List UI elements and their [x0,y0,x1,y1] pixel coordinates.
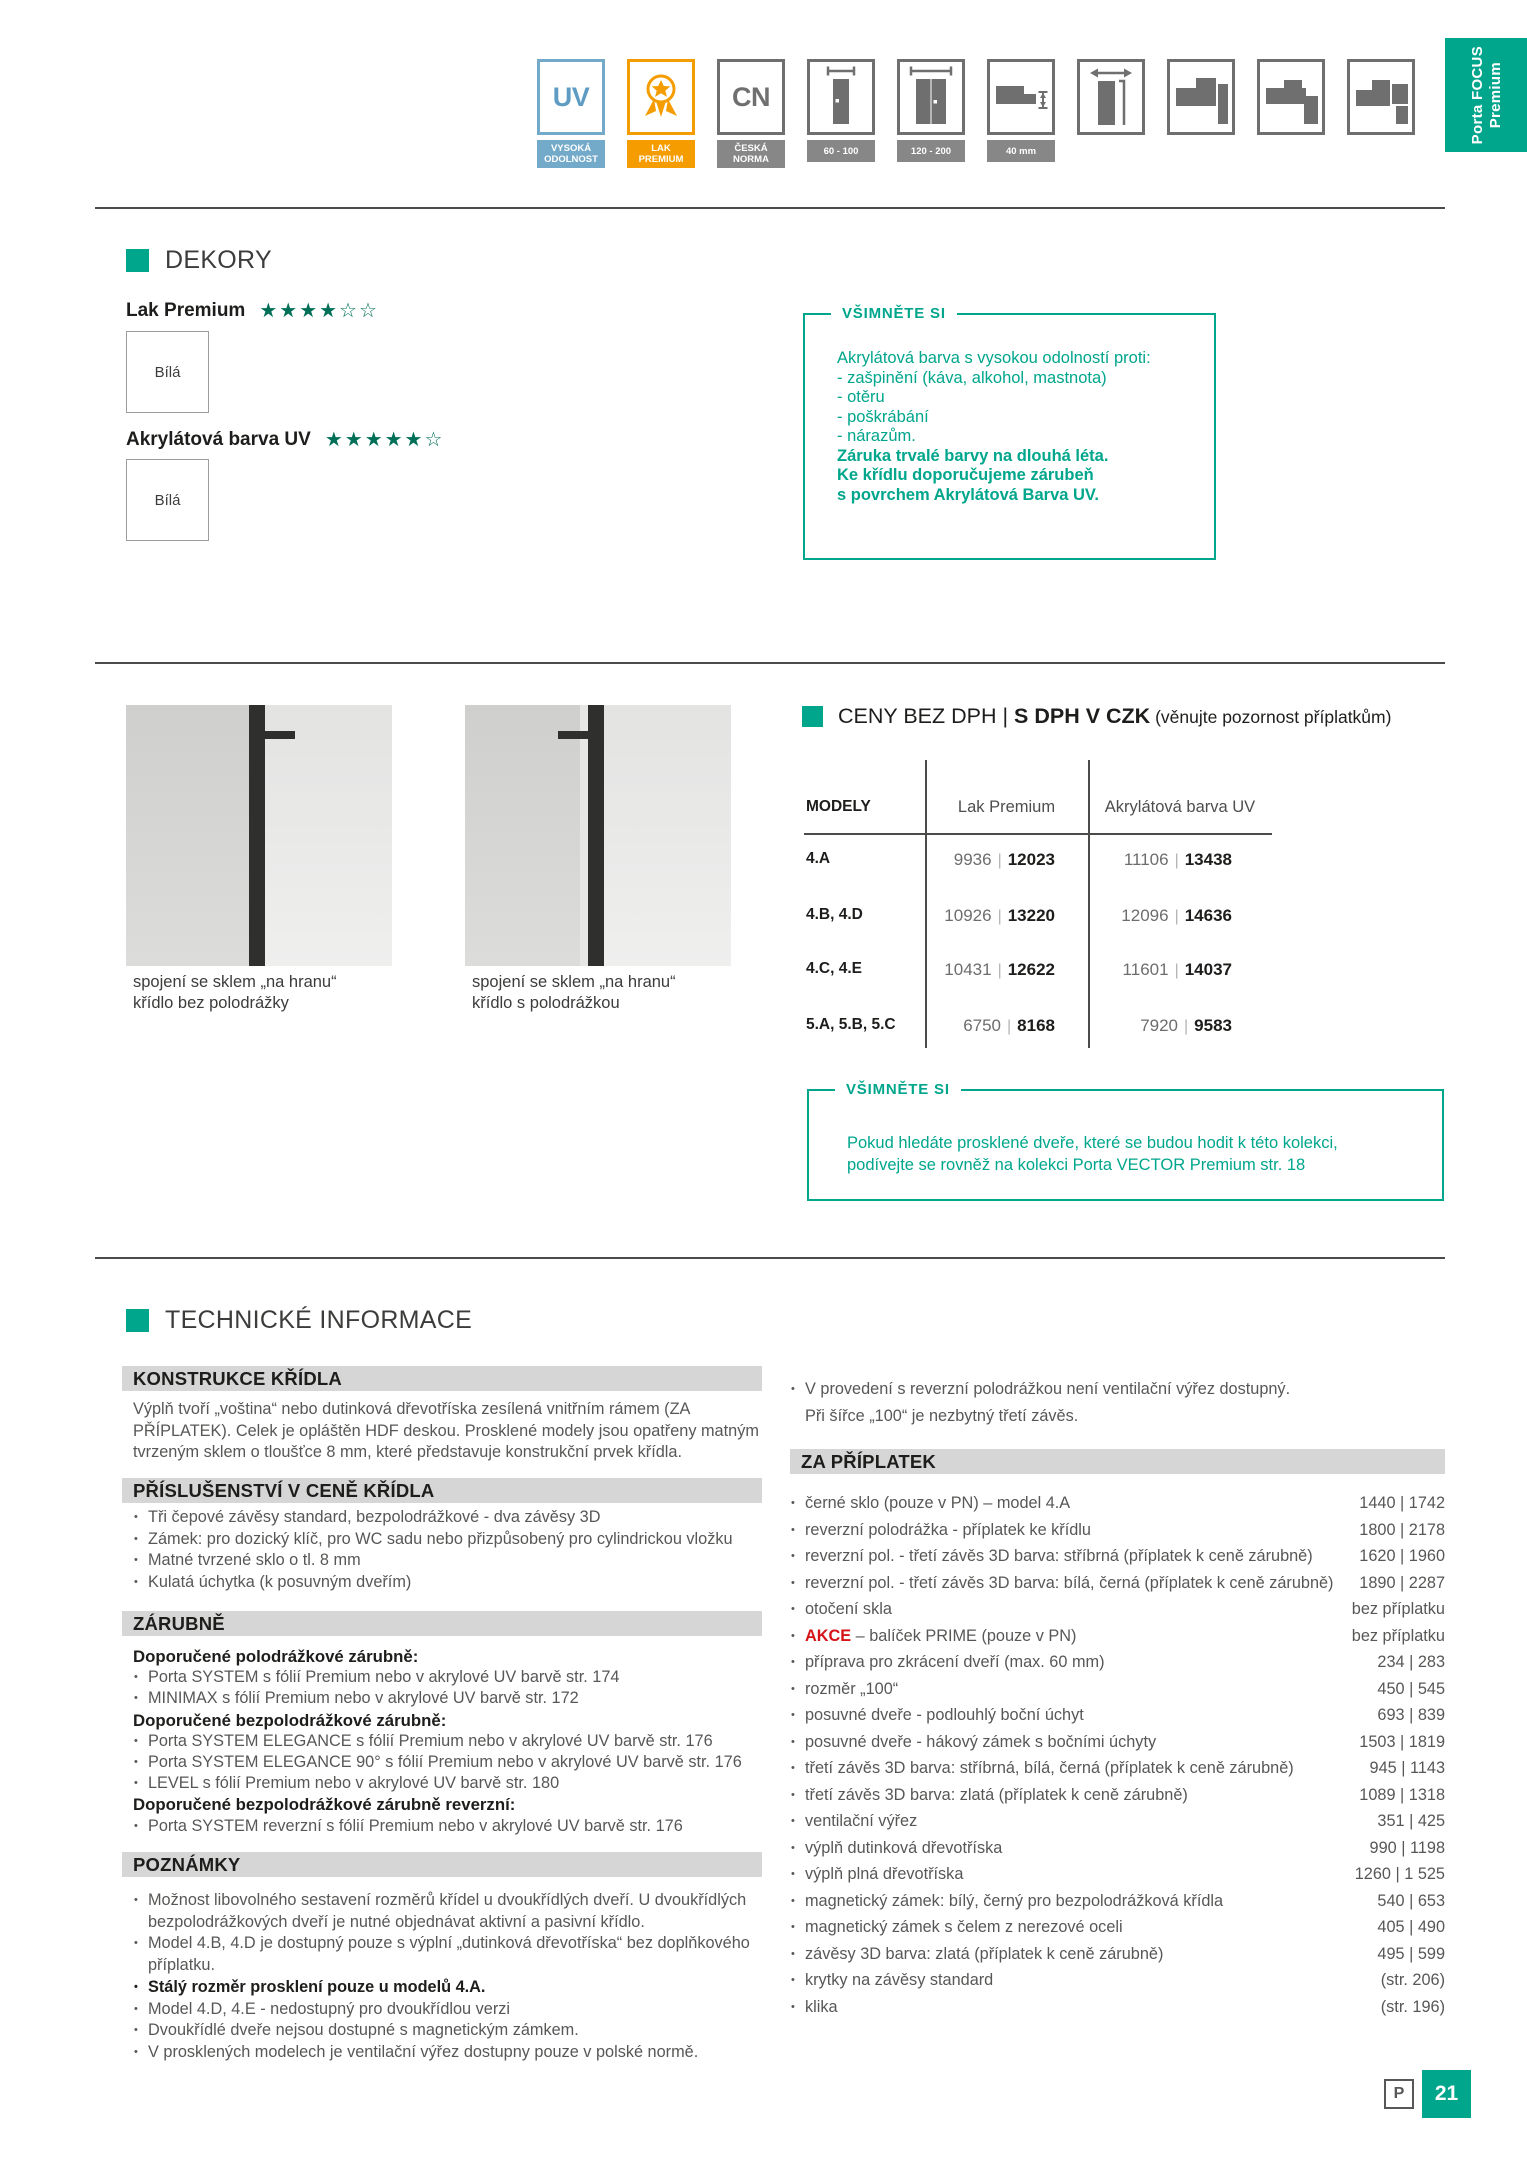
sliding-door-icon-svg [1080,62,1142,132]
ceska-norma-label: ČESKÁ NORMA [717,140,785,168]
price-table [804,758,1272,1050]
reverse-rebate-note: • V provedení s reverzní polodrážkou není ventilační výřez dostupný. Při šířce „100“ je nezbytný třetí závěs. [790,1376,1445,1430]
double-door-width-icon-svg [900,62,962,132]
poznamky-list: • Možnost libovolného sestavení rozměrů křídel u dvoukřídlých dveří. U dvoukřídlých bezpolodrážkových dveří je nutné objednávat aktivní a pasivní křídlo. • Model 4.B, 4.D je dostupný pouze s výplní „dutinková dřevotříska“ bez doplňkového příplatku. • Stálý rozměr prosklení pouze u modelů 4.A. • Model 4.D, 4.E - nedostupný pro dvoukřídlou verzi • Dvoukřídlé dveře nejsou dostupné s magnetickým zámkem. • V prosklených modelech je ventilační výřez dostupny pouze v polské normě. [133,1890,781,2064]
badge-width-double [897,59,965,168]
subsection-prislusenstvi: PŘÍSLUŠENSTVÍ V CENĚ KŘÍDLA [122,1478,762,1503]
badge-width-single [807,59,875,168]
page-number: 21 [1422,2070,1471,2118]
table-row: 4.A 9936 | 12023 11106 | 13438 [806,850,1232,869]
notice-body: Pokud hledáte prosklené dveře, které se budou hodit k této kolekci, podívejte se rovněž na kolekci Porta VECTOR Premium str. 18 [847,1134,1338,1174]
single-door-width-icon-svg [810,62,872,132]
collection-tab-line1: Porta FOCUS [1468,45,1486,145]
collection-tab [1445,38,1527,152]
porta-logo: P [1384,2079,1414,2109]
leaf-thickness-icon-svg [990,62,1052,132]
uv-label: VYSOKÁ ODOLNOST [537,140,605,168]
subsection-poznamky: POZNÁMKY [122,1852,762,1877]
notice-title: VŠIMNĚTE SI [831,305,957,322]
sliding-door-icon [1077,59,1145,135]
col-header-akrylatova: Akrylátová barva UV [1104,798,1256,816]
surcharge-item-akce: • AKCE – balíček PRIME (pouze v PN) bez příplatku [790,1623,1445,1650]
width-single-label: 60 - 100 [807,140,875,162]
medal-icon [627,59,695,135]
decor-akrylatova-barva [126,427,444,452]
divider [95,207,1445,209]
section-marker [126,249,149,272]
medal-icon-svg [630,62,692,132]
surcharge-item: • příprava pro zkrácení dveří (max. 60 mm) 234 | 283 [790,1649,1445,1676]
surcharge-item: • krytky na závěsy standard (str. 206) [790,1967,1445,1994]
prislusenstvi-list: • Tři čepové závěsy standard, bezpolodrážkové - dva závěsy 3D • Zámek: pro dozický klíč, pro WC sadu nebo přizpůsobený pro cylindrickou vložku • Matné tvrzené sklo o tl. 8 mm • Kulatá úchytka (k posuvným dveřím) [133,1507,773,1594]
notice-title: VŠIMNĚTE SI [835,1081,961,1098]
notice-box [807,1081,1444,1201]
header-divider [804,833,1272,835]
frame-profile-icon [1167,59,1235,135]
badge-sliding [1077,59,1145,168]
surcharge-item: • magnetický zámek s čelem z nerezové oceli 405 | 490 [790,1914,1445,1941]
surcharge-item: • posuvné dveře - podlouhlý boční úchyt 693 | 839 [790,1702,1445,1729]
surcharge-item: • otočení skla bez příplatku [790,1596,1445,1623]
width-double-label: 120 - 200 [897,140,965,162]
color-swatch: Bílá [126,331,209,413]
figure-caption: spojení se sklem „na hranu“ křídlo s polodrážkou [472,973,676,1012]
section-dekory-header [126,246,272,275]
divider [95,662,1445,664]
badge-lak-premium [627,59,695,168]
prices-title: CENY BEZ DPH | S DPH V CZK (věnujte pozornost příplatkům) [838,704,1392,728]
cn-icon: CN [717,59,785,135]
leaf-thickness-icon [987,59,1055,135]
figure-caption: spojení se sklem „na hranu“ křídlo bez polodrážky [133,973,337,1012]
certification-icon-strip [537,59,1415,168]
badge-thickness [987,59,1055,168]
frame-profile-b-svg [1260,62,1322,132]
surcharge-list [790,1490,1445,2020]
notice-box [803,305,1216,560]
frame-profile-icon [1347,59,1415,135]
surcharge-item: • výplň dutinková dřevotříska 990 | 1198 [790,1835,1445,1862]
section-marker [802,706,823,727]
decor-lak-premium [126,298,379,323]
section-title: TECHNICKÉ INFORMACE [165,1306,473,1334]
surcharge-item: • reverzní polodrážka - příplatek ke křídlu 1800 | 2178 [790,1517,1445,1544]
badge-frame-profile-c [1347,59,1415,168]
decor-name: Akrylátová barva UV [126,428,311,450]
collection-tab-line2: Premium [1486,61,1504,129]
single-door-width-icon [807,59,875,135]
double-door-width-icon [897,59,965,135]
subsection-zarubne: ZÁRUBNĚ [122,1611,762,1636]
thickness-label: 40 mm [987,140,1055,162]
akce-flag: AKCE [805,1626,852,1645]
surcharge-item: • třetí závěs 3D barva: stříbrná, bílá, černá (příplatek k ceně zárubně) 945 | 1143 [790,1755,1445,1782]
badge-frame-profile-a [1167,59,1235,168]
table-row: 4.C, 4.E 10431 | 12622 11601 | 14037 [806,960,1232,979]
surcharge-item: • reverzní pol. - třetí závěs 3D barva: bílá, černá (příplatek k ceně zárubně) 1890 | 2287 [790,1570,1445,1597]
section-title: DEKORY [165,246,272,274]
col-header-lak-premium: Lak Premium [957,798,1056,816]
surcharge-item: • třetí závěs 3D barva: zlatá (příplatek k ceně zárubně) 1089 | 1318 [790,1782,1445,1809]
surcharge-item: • závěsy 3D barva: zlatá (příplatek k ceně zárubně) 495 | 599 [790,1941,1445,1968]
table-row: 5.A, 5.B, 5.C 6750 | 8168 7920 | 9583 [806,1016,1232,1035]
table-row: 4.B, 4.D 10926 | 13220 12096 | 14636 [806,906,1232,925]
section-tech-header [126,1306,472,1335]
frame-profile-icon [1257,59,1325,135]
surcharge-item: • ventilační výřez 351 | 425 [790,1808,1445,1835]
zarubne-list: Doporučené polodrážkové zárubně: • Porta SYSTEM s fólií Premium nebo v akrylové UV barvě str. 174 • MINIMAX s fólií Premium nebo v akrylové UV barvě str. 172 Doporučené bezpolodrážkové zárubně: • Porta SYSTEM ELEGANCE s fólií Premium nebo v akrylové UV barvě str. 176 • Porta SYSTEM ELEGANCE 90° s fólií Premium nebo v akrylové UV barvě str. 176 • LEVEL s fólií Premium nebo v akrylové UV barvě str. 180 Doporučené bezpolodrážkové zárubně reverzní: • Porta SYSTEM reverzní s fólií Premium nebo v akrylové UV barvě str. 176 [133,1646,773,1837]
star-rating: ★★★★☆☆ [259,300,379,322]
subsection-konstrukce: KONSTRUKCE KŘÍDLA [122,1366,762,1391]
frame-profile-c-svg [1350,62,1412,132]
surcharge-item: • výplň plná dřevotříska 1260 | 1 525 [790,1861,1445,1888]
glass-joint-photo [126,705,392,966]
decor-name: Lak Premium [126,299,246,321]
star-rating: ★★★★★☆ [324,429,445,451]
section-marker [126,1309,149,1332]
frame-profile-a-svg [1170,62,1232,132]
badge-ceska-norma [717,59,785,168]
surcharge-item: • klika (str. 196) [790,1994,1445,2021]
prices-header [802,704,1391,729]
subsection-za-priplatek: ZA PŘÍPLATEK [790,1449,1445,1474]
uv-icon: UV [537,59,605,135]
color-swatch: Bílá [126,459,209,541]
col-header-models: MODELY [806,798,871,815]
surcharge-item: • reverzní pol. - třetí závěs 3D barva: stříbrná (příplatek k ceně zárubně) 1620 | 1960 [790,1543,1445,1570]
notice-body: Akrylátová barva s vysokou odolností proti: - zašpinění (káva, alkohol, mastnota) - otěru - poškrábání - nárazům. Záruka trvalé barvy na dlouhá léta. Ke křídlu doporučujeme zárubeň s povrchem Akrylátová Barva UV. [837,349,1151,504]
divider [95,1257,1445,1259]
glass-joint-photo [465,705,731,966]
lak-premium-label: LAK PREMIUM [627,140,695,168]
surcharge-item: • černé sklo (pouze v PN) – model 4.A 1440 | 1742 [790,1490,1445,1517]
konstrukce-text: Výplň tvoří „voština“ nebo dutinková dřevotříska zesílená vnitřním rámem (ZA PŘÍPLATEK). Celek je opláštěn HDF deskou. Prosklené modely jsou opatřeny matným tvrzeným sklem o tloušťce 8 mm, které představuje konstrukční prvek křídla. [133,1400,759,1461]
surcharge-item: • posuvné dveře - hákový zámek s bočními úchyty 1503 | 1819 [790,1729,1445,1756]
surcharge-item: • rozměr „100“ 450 | 545 [790,1676,1445,1703]
surcharge-item: • magnetický zámek: bílý, černý pro bezpolodrážková křídla 540 | 653 [790,1888,1445,1915]
badge-uv [537,59,605,168]
badge-frame-profile-b [1257,59,1325,168]
